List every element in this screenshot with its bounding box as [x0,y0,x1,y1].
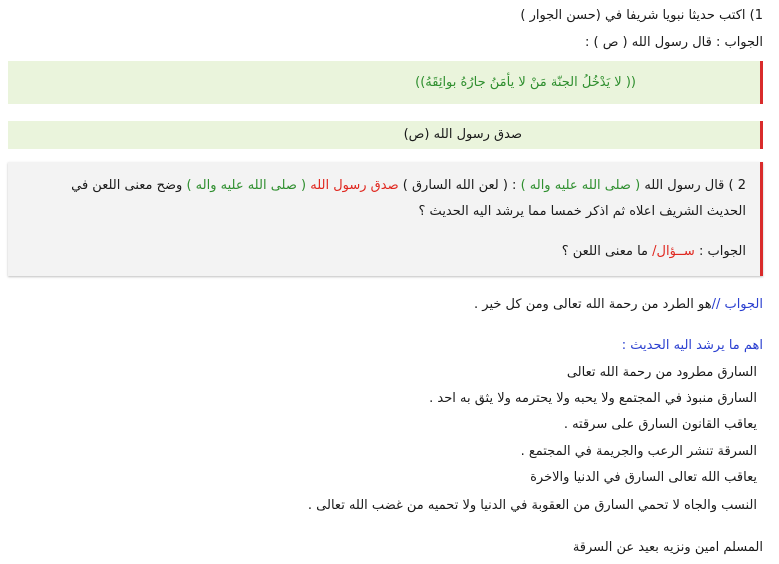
q2-sub-question: ما معنى اللعن ؟ [561,244,648,259]
q2-sub-label: ســؤال/ [652,244,695,259]
guidance-item: السارق منبوذ في المجتمع ولا يحبه ولا يحترمه ولا يثق به احد . [429,391,757,406]
closing-text: صدق رسول الله (ص) [403,127,522,142]
guidance-item: يعاقب القانون السارق على سرقته . [563,417,757,432]
guidance-item: السرقة تنشر الرعب والجريمة في المجتمع . [520,444,757,459]
closing-box [8,121,763,149]
hadith-text: (( لا يَدْخُلُ الجنّة مَنْ لا يأمَنُ جارُهُ بوائِقَهُ)) [415,75,636,90]
guidance-item: النسب والجاه لا تحمي السارق من العقوبة في الدنيا ولا تحميه من غضب الله تعالى . [307,498,757,513]
question-2-line-2: الحديث الشريف اعلاه ثم اذكر خمسا مما يرشد اليه الحديث ؟ [418,204,746,219]
question-1: 1) اكتب حديثا نبويا شريفا في (حسن الجوار ) [520,8,763,23]
final-statement: المسلم امين ونزيه بعيد عن السرقة [572,540,763,555]
q2-answer-label: الجواب : [698,244,746,259]
answer-1-intro: الجواب : قال رسول الله ( ص ) : [584,35,763,50]
question-2-answer-line [562,242,746,262]
q2-sadaqa: صدق رسول الله [310,178,399,193]
q2-salawat-1: ( صلى الله عليه واله ) [520,178,641,193]
q2-salawat-2: ( صلى الله عليه واله ) [186,178,307,193]
hadith-box [8,61,763,104]
guidance-heading: اهم ما يرشد اليه الحديث : [621,338,763,353]
answer-text: هو الطرد من رحمة الله تعالى ومن كل خير . [474,297,712,312]
question-2-box [8,162,763,276]
guidance-item: السارق مطرود من رحمة الله تعالى [566,365,757,380]
q2-text-f: وضح معنى اللعن في [71,178,183,193]
answer-label: الجواب // [711,297,763,312]
guidance-item: يعاقب الله تعالى السارق في الدنيا والاخرة [530,470,757,485]
question-2-line-1 [71,176,746,196]
q2-text-c: : ( لعن الله السارق ) [402,178,517,193]
q2-text-a: 2 ) قال رسول الله [644,178,746,193]
answer-line [474,295,763,315]
